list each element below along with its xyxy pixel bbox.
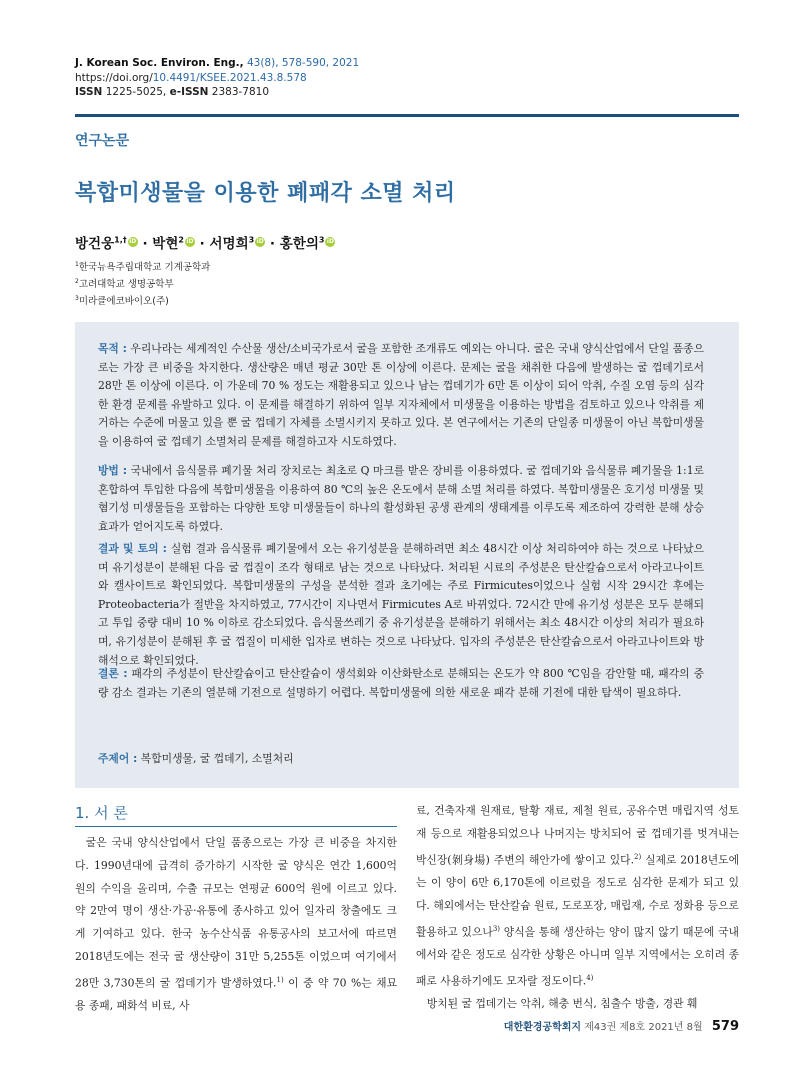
issn: 1225-5025, — [105, 86, 167, 98]
author-sup: 3 — [318, 235, 325, 245]
section-title: 1. 서 론 — [75, 804, 128, 822]
footer-journal: 대한환경공학회지 — [503, 1022, 582, 1033]
abstract-method: 방법 : 국내에서 음식물류 폐기물 처리 장치로는 최초로 Q 마크를 받은 장비를 이용하였다. 굴 껍데기와 음식물류 폐기물을 1:1로 혼합하여 투입한 다음에 복합미생물을 이용하여 80 ℃의 높은 온도에서 분해 소멸 처리를 하였다. 복합미생물은 호기성 미생물 및 혐기성 미생물들을 포함하는 다양한 토양 미생물들이 하나의 활성화된 공생 관계의 생태계를 이루도록 제조하여 강력한 분해 상승효과가 얻어지도록 하였다. — [98, 464, 704, 533]
author-separator: · — [199, 236, 205, 252]
citation[interactable]: 1) — [276, 975, 284, 984]
article-title: 복합미생물을 이용한 폐패각 소멸 처리 — [75, 181, 456, 206]
abstract-heading: 결과 및 토의 : — [98, 542, 168, 555]
orcid-icon[interactable]: iD — [256, 238, 264, 245]
citation[interactable]: 3) — [492, 924, 500, 933]
doi-link[interactable]: 10.4491/KSEE.2021.43.8.578 — [152, 71, 307, 84]
abstract-purpose: 목적 : 우리나라는 세계적인 수산물 생산/소비국가로서 굴을 포함한 조개류도 예외는 아니다. 굴은 국내 양식산업에서 단일 품종으로는 가장 큰 비중을 차지한다. 생산량은 매년 평균 30만 톤 이상에 이른다. 문제는 굴을 채취한 다음에 발생하는 굴 껍데기로서 28만 톤 이상에 이른다. 이 가운데 70 % 정도는 재활용되고 있으나 남는 껍데기가 6만 톤 이상이 되어 악취, 수질 오염 등의 심각한 환경 문제를 유발하고 있다. 이 문제를 해결하기 위하여 일부 지자체에서 미생물을 이용하는 방법을 검토하고 있으나 악취를 제거하는 수준에 머물고 있을 뿐 굴 껍데기 자체를 소멸시키지 못하고 있다. 본 연구에서는 기존의 단일종 미생물이 아닌 복합미생물을 이용하여 굴 껍데기 소멸처리 문제를 해결하고자 시도하였다. — [98, 342, 704, 448]
affiliation: $^3$미라클에코바이오(주) — [75, 295, 169, 308]
abstract-results: 결과 및 토의 : 실험 결과 음식물류 폐기물에서 오는 유기성분을 분해하려면 최소 48시간 이상 처리하여야 하는 것으로 나타났으며 유기성분이 분해된 다음 굴 껍질이 조각 형태로 남는 것으로 나타났다. 처리된 시료의 주성분은 탄산칼슘으로서 아라고나이트와 캘사이트로 확인되었다. 복합미생물의 구성을 분석한 결과 초기에는 주로 Firmicutes이었으나 실험 시작 29시간 후에는 Proteobacteria가 절반을 차지하였고, 77시간이 지나면서 Firmicutes A로 바뀌었다. 72시간 만에 유기성 성분은 모두 분해되고 투입 중량 대비 10 % 이하로 감소되었다. 음식물쓰레기 중 유기성분을 분해하기 위해서는 최소 48시간 이상의 처리가 필요하며, 유기성분이 분해된 후 굴 껍질이 미세한 입자로 변하는 것으로 나타났다. 입자의 주성분은 탄산칼슘으로서 아라고나이트와 방해석으로 확인되었다. — [98, 542, 705, 667]
abstract-heading: 목적 : — [98, 342, 127, 355]
author-name: 서명희 — [209, 236, 249, 252]
author-name: 홍한의 — [279, 236, 319, 252]
abstract-box — [75, 322, 739, 788]
author-separator: · — [142, 236, 148, 252]
affiliation: $^2$고려대학교 생명공학부 — [75, 278, 174, 291]
volume-pages: 43(8), 578-590, 2021 — [246, 57, 360, 69]
header-rule — [75, 114, 739, 117]
author-name: 박현 — [152, 236, 179, 252]
affiliations — [75, 258, 210, 309]
page-number: 579 — [711, 1019, 739, 1034]
orcid-icon[interactable]: iD — [326, 238, 334, 245]
body-column-left — [75, 832, 397, 1018]
author-sup: 1,† — [114, 235, 127, 245]
orcid-icon[interactable]: iD — [186, 238, 194, 245]
abstract-heading: 주제어 : — [98, 752, 138, 765]
section-rule — [75, 826, 397, 827]
footer-issue: 제43권 제8호 2021년 8월 — [584, 1022, 703, 1033]
body-paragraph: 굴은 국내 양식산업에서 단일 품종으로는 가장 큰 비중을 차지한다. 1990년대에 급격히 증가하기 시작한 굴 양식은 연간 1,600억 원의 수익을 올리며, 수출 규모는 연평균 600억 원에 이르고 있다. 약 2만여 명이 생산·가공·유통에 종사하고 있어 일자리 창출에도 크게 기여하고 있다. 한국 농수산식품 유통공사의 보고서에 따르면 2018년도에는 전국 굴 생산량이 31만 5,255톤 이었으며 여기에서 28만 3,730톤의 굴 껍데기가 발생하였다.$^{1)}$ 이 중 약 70 %는 채묘용 종패, 패화석 비료, 사 — [75, 836, 397, 1013]
body-paragraph: 료, 건축자재 원재료, 탈황 재료, 제철 원료, 공유수면 매립지역 성토재 등으로 재활용되었으나 나머지는 방치되어 굴 껍데기를 벗겨내는 박신장(剝身場) 주변의 해안가에 쌓이고 있다.$^{2)}$ 실제로 2018년도에는 이 양이 6만 6,170톤에 이르렀을 정도로 심각한 문제가 되고 있다. 해외에서는 탄산칼슘 원료, 도로포장, 매립재, 수로 정화용 등으로 활용하고 있으나$^{3)}$ 양식을 통해 생산하는 양이 많지 않기 때문에 국내에서와 같은 정도로 심각한 상황은 아니며 일부 지역에서는 오히려 종패로 사용하기에도 모자랄 정도이다.$^{4)}$ — [416, 804, 740, 988]
abstract-heading: 방법 : — [98, 464, 128, 477]
issn-label: ISSN — [75, 86, 103, 98]
citation[interactable]: 4) — [586, 973, 594, 982]
abstract-heading: 결론 : — [98, 667, 128, 680]
doi-prefix: https://doi.org/ — [75, 71, 153, 84]
body-paragraph: 방치된 굴 껍데기는 악취, 해충 번식, 침출수 방출, 경관 훼 — [426, 997, 698, 1011]
eissn: 2383-7810 — [211, 86, 270, 98]
abstract-keywords: 주제어 : 복합미생물, 굴 껍데기, 소멸처리 — [98, 752, 294, 765]
author-sup: 3 — [248, 235, 255, 245]
orcid-icon[interactable]: iD — [129, 238, 137, 245]
abstract-conclusion: 결론 : 패각의 주성분이 탄산칼슘이고 탄산칼슘이 생석회와 이산화탄소로 분해되는 온도가 약 800 ℃임을 감안할 때, 패각의 중량 감소 결과는 기존의 열분해 기전으로 설명하기 어렵다. 복합미생물에 의한 새로운 패각 분해 기전에 대한 탐색이 필요하다. — [98, 667, 704, 699]
citation[interactable]: 2) — [634, 852, 642, 861]
eissn-label: e-ISSN — [169, 86, 209, 98]
journal-header — [75, 56, 359, 100]
body-column-right — [416, 800, 739, 1016]
journal-abbr: J. Korean Soc. Environ. Eng., — [75, 57, 244, 69]
page-footer — [504, 1018, 739, 1034]
article-type: 연구논문 — [75, 133, 130, 149]
author-separator: · — [269, 236, 276, 252]
author-list — [75, 232, 335, 252]
author-name: 방건웅 — [75, 236, 115, 252]
affiliation: $^1$한국뉴욕주립대학교 기계공학과 — [75, 261, 211, 274]
author-sup: 2 — [178, 235, 184, 245]
